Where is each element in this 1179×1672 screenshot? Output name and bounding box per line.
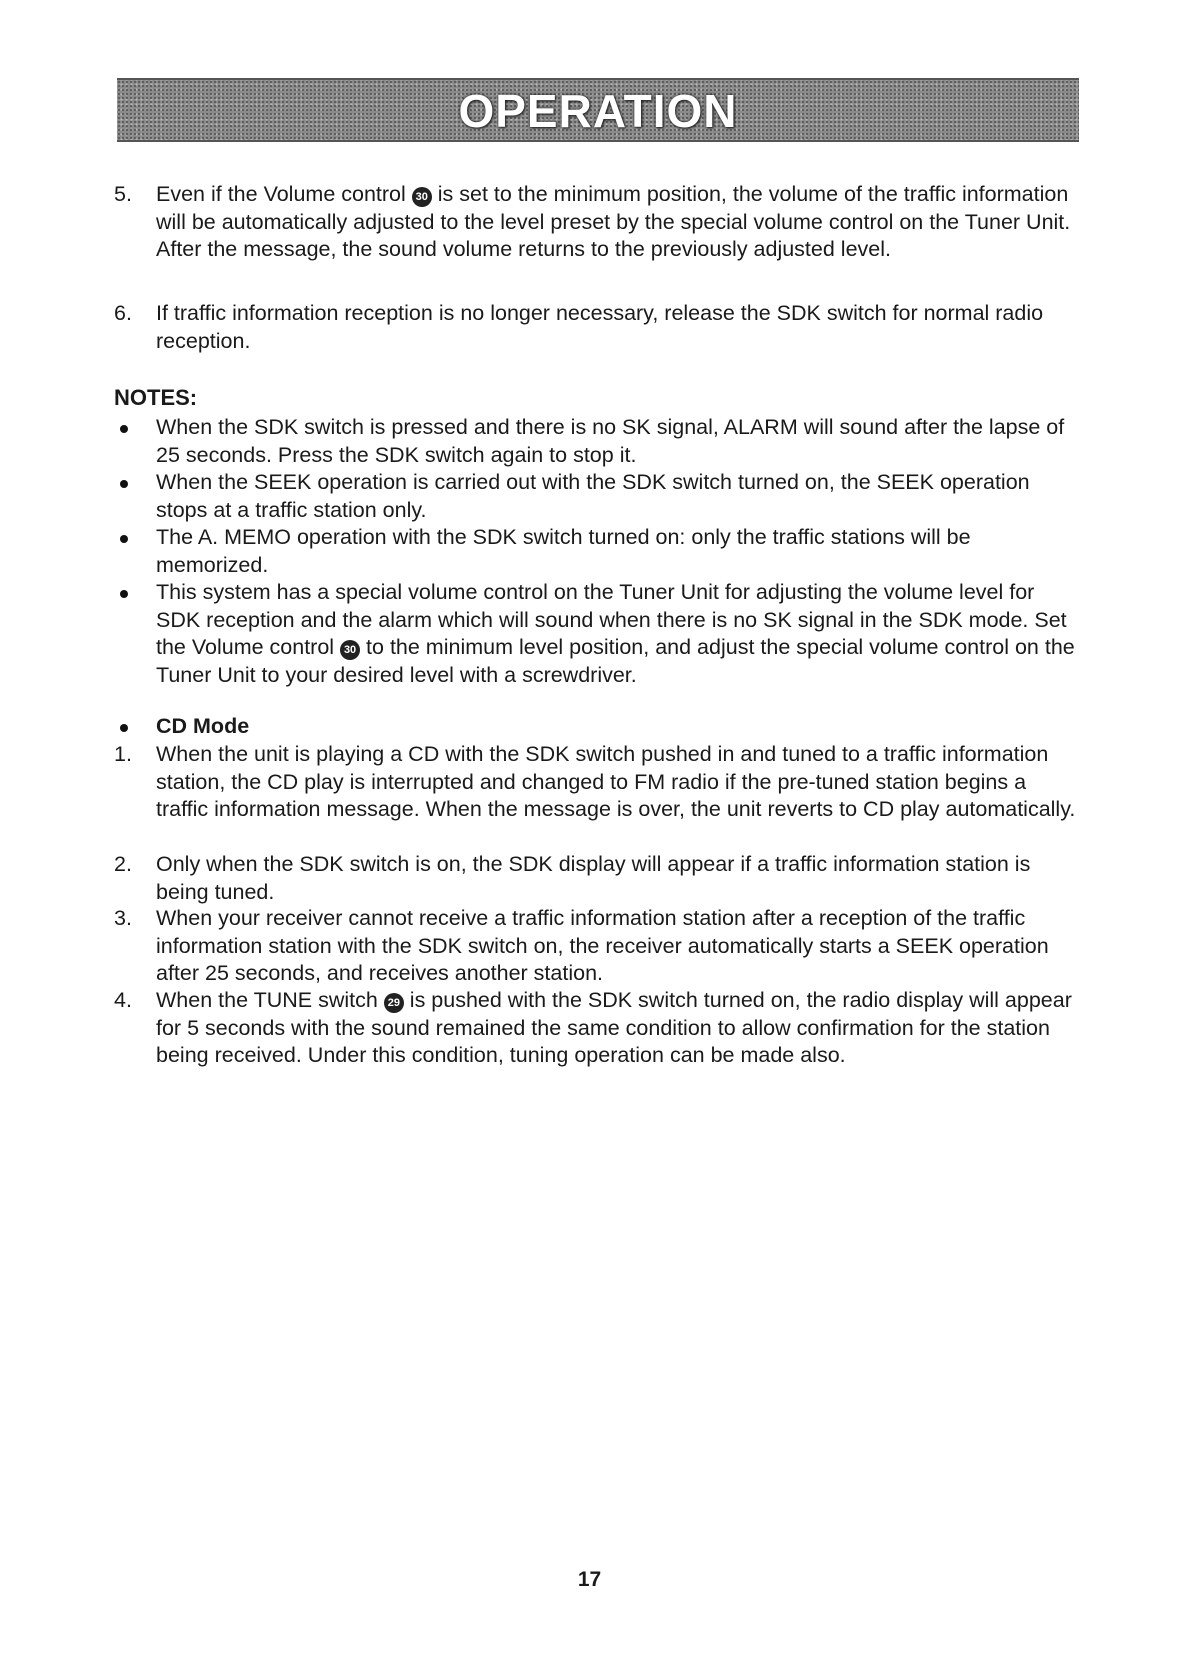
step-number: 3. (114, 906, 132, 930)
step-number: 2. (114, 852, 132, 876)
step-text: When the TUNE switch 29 is pushed with the SDK switch turned on, the radio display will appear for 5 seconds with the sound remained the same condition to allow confirmation for the station being received. Under this condition, tuning operation can be made also. (156, 988, 1072, 1067)
section-header-bar (117, 78, 1079, 142)
step-text: If traffic information reception is no longer necessary, release the SDK switch for normal radio reception. (156, 301, 1044, 353)
page-number: 17 (577, 1568, 602, 1591)
note-item (114, 579, 1084, 689)
note-item (114, 469, 1084, 524)
step-text: Only when the SDK switch is on, the SDK display will appear if a traffic information station is being tuned. (156, 852, 1031, 904)
step-item (114, 300, 1084, 355)
step-text: Even if the Volume control 30 is set to the minimum position, the volume of the traffic information will be automatically adjusted to the level preset by the special volume control on the Tuner Unit. After the message, the sound volume returns to the previously adjusted level. (156, 182, 1071, 261)
note-text: The A. MEMO operation with the SDK switch turned on: only the traffic stations will be memorized. (156, 525, 971, 577)
cd-mode-heading-row (114, 713, 1084, 741)
tune-switch-symbol: 29 (384, 993, 404, 1013)
note-text: This system has a special volume control on the Tuner Unit for adjusting the volume level for SDK reception and the alarm which will sound when there is no SK signal in the SDK mode. Set the Volume control 30 to the minimum level position, and adjust the special volume control on the Tuner Unit to your desired level with a screwdriver. (156, 580, 1075, 687)
step-text: When your receiver cannot receive a traffic information station after a reception of the traffic information station with the SDK switch on, the receiver automatically starts a SEEK operation after 25 seconds, and receives another station. (156, 906, 1049, 985)
cd-step-item (114, 987, 1084, 1070)
cd-mode-heading: CD Mode (156, 714, 250, 738)
notes-heading: NOTES: (114, 385, 198, 410)
step-item (114, 181, 1084, 264)
step-number: 4. (114, 988, 132, 1012)
cd-step-item (114, 741, 1084, 824)
bullet-icon (120, 724, 128, 732)
note-text: When the SDK switch is pressed and there is no SK signal, ALARM will sound after the lapse of 25 seconds. Press the SDK switch again to stop it. (156, 415, 1065, 467)
bullet-icon (120, 590, 128, 598)
note-item (114, 524, 1084, 579)
bullet-icon (120, 535, 128, 543)
volume-control-symbol: 30 (340, 640, 360, 660)
note-item (114, 414, 1084, 469)
cd-step-item (114, 905, 1084, 988)
volume-control-symbol: 30 (412, 187, 432, 207)
note-text: When the SEEK operation is carried out with the SDK switch turned on, the SEEK operation stops at a traffic station only. (156, 470, 1030, 522)
cd-step-item (114, 851, 1084, 906)
step-number: 5. (114, 182, 132, 206)
step-number: 6. (114, 301, 132, 325)
step-text: When the unit is playing a CD with the SDK switch pushed in and tuned to a traffic information station, the CD play is interrupted and changed to FM radio if the pre-tuned station begins a traffic information message. When the message is over, the unit reverts to CD play automatically. (156, 742, 1076, 821)
step-number: 1. (114, 742, 132, 766)
bullet-icon (120, 425, 128, 433)
bullet-icon (120, 480, 128, 488)
section-title: OPERATION (458, 85, 738, 137)
